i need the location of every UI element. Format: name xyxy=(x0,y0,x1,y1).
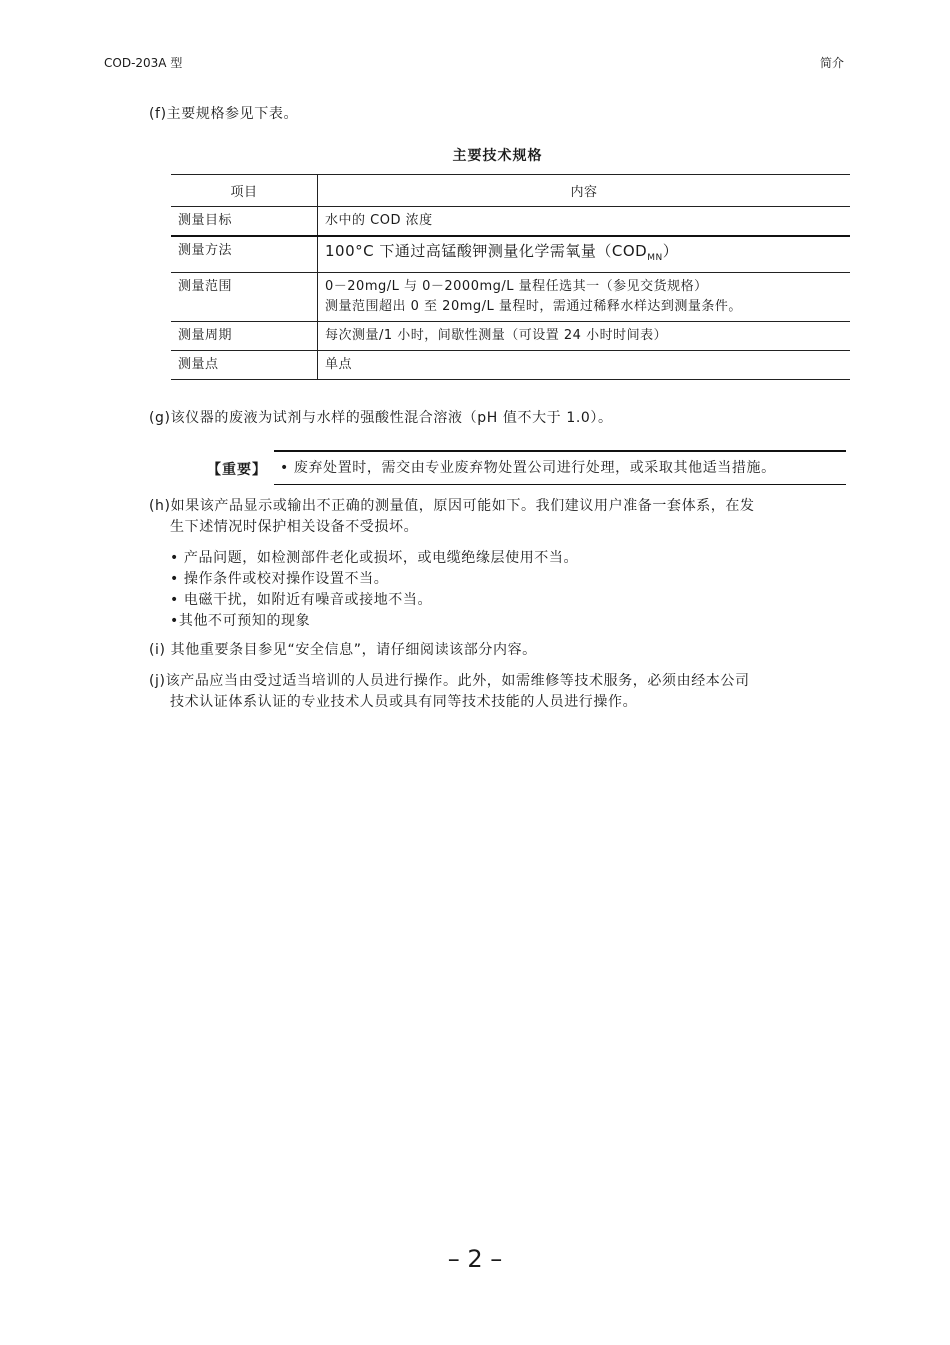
method-subscript: MN xyxy=(647,253,663,263)
paragraph-f: (f)主要规格参见下表。 xyxy=(149,106,299,122)
table-row xyxy=(171,322,850,351)
list-item: • 电磁干扰，如附近有噪音或接地不当。 xyxy=(170,592,433,608)
range-line-2: 测量范围超出 0 至 20mg/L 量程时，需通过稀释水样达到测量条件。 xyxy=(325,299,742,314)
row-item: 测量方法 xyxy=(171,236,318,273)
method-text: 100°C 下通过高锰酸钾测量化学需氧量（COD xyxy=(325,242,648,260)
row-content: 单点 xyxy=(318,351,851,380)
row-item: 测量点 xyxy=(171,351,318,380)
table-row xyxy=(171,273,850,322)
table-row xyxy=(171,207,850,237)
header-section: 简介 xyxy=(820,56,845,70)
paragraph-j-line-1: (j)该产品应当由受过适当培训的人员进行操作。此外，如需维修等技术服务，必须由经本公司 xyxy=(149,673,750,689)
table-row xyxy=(171,351,850,380)
paragraph-g: (g)该仪器的废液为试剂与水样的强酸性混合溶液（pH 值不大于 1.0）。 xyxy=(149,410,613,426)
row-content: 每次测量/1 小时，间歇性测量（可设置 24 小时时间表） xyxy=(318,322,851,351)
method-text-end: ） xyxy=(662,242,679,260)
important-rule-bottom xyxy=(274,484,846,485)
row-item: 测量范围 xyxy=(171,273,318,322)
paragraph-h-line-2: 生下述情况时保护相关设备不受损坏。 xyxy=(170,519,419,535)
row-item: 测量周期 xyxy=(171,322,318,351)
list-item: • 操作条件或校对操作设置不当。 xyxy=(170,571,389,587)
important-label: 【重要】 xyxy=(207,462,267,478)
header-model: COD-203A 型 xyxy=(104,56,183,70)
list-item: • 产品问题，如检测部件老化或损坏，或电缆绝缘层使用不当。 xyxy=(170,550,579,566)
paragraph-i: (i) 其他重要条目参见“安全信息”，请仔细阅读该部分内容。 xyxy=(149,642,537,658)
table-row xyxy=(171,236,850,273)
spec-table xyxy=(171,174,850,380)
important-rule-top xyxy=(274,450,846,452)
row-content xyxy=(318,236,851,273)
important-text: • 废弃处置时，需交由专业废弃物处置公司进行处理，或采取其他适当措施。 xyxy=(280,460,776,476)
row-content: 水中的 COD 浓度 xyxy=(318,207,851,237)
table-header-row xyxy=(171,175,850,207)
paragraph-h-line-1: (h)如果该产品显示或输出不正确的测量值，原因可能如下。我们建议用户准备一套体系，在发 xyxy=(149,498,755,514)
table-title: 主要技术规格 xyxy=(452,148,543,164)
column-header-content: 内容 xyxy=(318,175,851,207)
column-header-item: 项目 xyxy=(171,175,318,207)
page-number: – 2 – xyxy=(447,1245,503,1273)
paragraph-j-line-2: 技术认证体系认证的专业技术人员或具有同等技术技能的人员进行操作。 xyxy=(170,694,638,710)
row-item: 测量目标 xyxy=(171,207,318,237)
row-content xyxy=(318,273,851,322)
list-item: •其他不可预知的现象 xyxy=(170,613,311,629)
range-line-1: 0－20mg/L 与 0－2000mg/L 量程任选其一（参见交货规格） xyxy=(325,279,708,294)
